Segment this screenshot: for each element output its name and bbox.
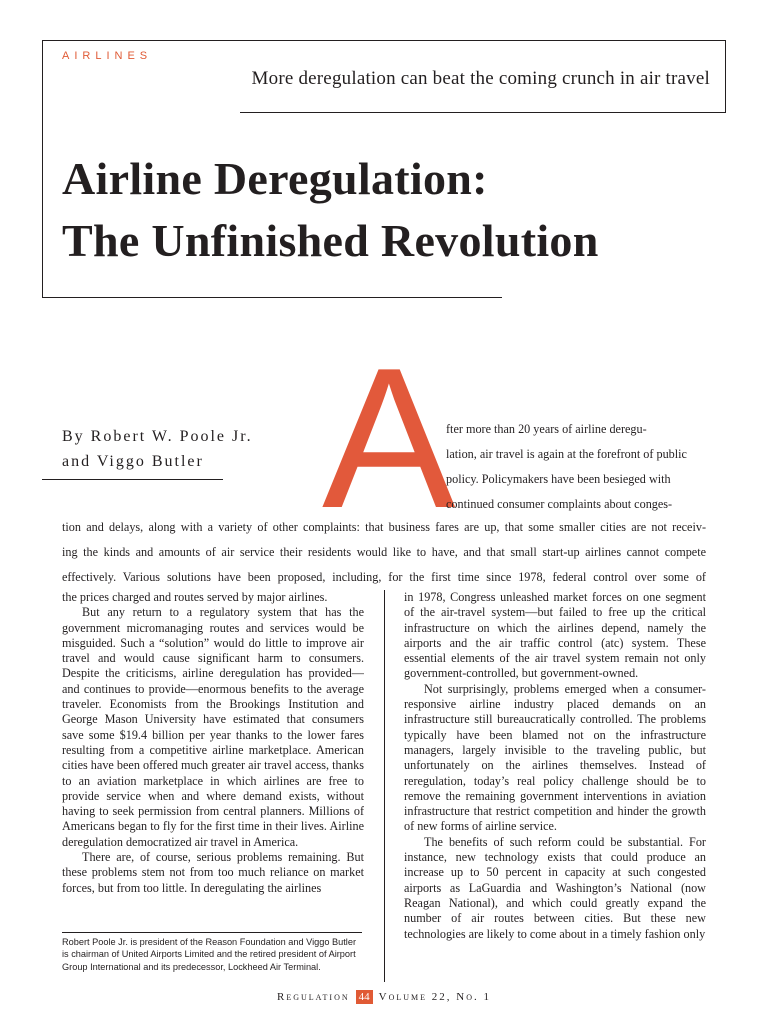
frame-top-rule bbox=[42, 40, 726, 41]
frame-left-rule bbox=[42, 40, 43, 298]
right-column bbox=[404, 590, 706, 984]
frame-right-rule bbox=[725, 40, 726, 112]
page-footer bbox=[0, 990, 768, 1004]
lead-line: continued consumer complaints about conges- bbox=[446, 497, 673, 511]
lead-line: lation, air travel is again at the forefront of public bbox=[446, 447, 687, 461]
lead-line: effectively. Various solutions have been proposed, including, for the first time since 1978, federal control over some of bbox=[62, 570, 706, 584]
lead-paragraph-right bbox=[446, 417, 706, 517]
subtitle-rule bbox=[240, 112, 726, 113]
author-footnote: Robert Poole Jr. is president of the Reason Foundation and Viggo Butler is chairman of United Airports Limited and the retired president of Airport Group International and its predecessor, Lockheed Air Terminal. bbox=[62, 937, 357, 972]
volume-info: Volume 22, No. 1 bbox=[378, 991, 492, 1003]
footnote-rule bbox=[62, 932, 362, 933]
body-paragraph: Not surprisingly, problems emerged when a consumer-responsive airline industry placed demands on an infrastructure still bureaucratically controlled. The problems typically have been blamed not on the infrastructure managers, largely invisible to the traveling public, but unfortunately on the airlines themselves. Instead of reregulation, today’s real policy challenge should be to remove the remaining government interventions in aviation infrastructure that restrict competition and hinder the growth of new forms of airline service. bbox=[404, 681, 706, 834]
left-column bbox=[62, 590, 364, 926]
byline-line: and Viggo Butler bbox=[62, 453, 204, 470]
column-divider bbox=[384, 590, 385, 982]
byline-rule bbox=[42, 479, 223, 480]
title-line: Airline Deregulation: bbox=[62, 153, 488, 204]
body-paragraph: the prices charged and routes served by major airlines. bbox=[62, 590, 328, 604]
lead-line: fter more than 20 years of airline deregu- bbox=[446, 422, 647, 436]
title-line: The Unfinished Revolution bbox=[62, 215, 599, 266]
page-number: 44 bbox=[356, 990, 373, 1004]
article-title bbox=[62, 148, 599, 272]
body-paragraph: But any return to a regulatory system that has the government micromanaging routes and services would be misguided. Such a “solution” would do little to improve air travel and would cause significant harm to consumers. Despite the criticisms, airline deregulation has provided—and continues to provide—enormous benefits to the average traveler. Economists from the Brookings Institution and George Mason University have estimated that consumers save some $19.4 billion per year thanks to the lower fares resulting from a competitive airline marketplace. American cities have been offered much greater air travel access, thanks to an aviation marketplace in which airlines are free to provide service when and where demand exists, without having to seek permission from central planners. Millions of Americans began to fly for the first time in their lives. Airline deregulation democratized air travel in America. bbox=[62, 605, 364, 849]
lead-paragraph-full bbox=[62, 515, 706, 590]
section-label: AIRLINES bbox=[62, 50, 153, 62]
lead-line: policy. Policymakers have been besieged with bbox=[446, 472, 671, 486]
byline-line: By Robert W. Poole Jr. bbox=[62, 428, 253, 445]
lead-line: tion and delays, along with a variety of other complaints: that business fares are up, that some smaller cities are not receiv- bbox=[62, 520, 706, 534]
body-paragraph: The benefits of such reform could be substantial. For instance, new technology exists that could produce an increase up to 50 percent in capacity at such congested airports as LaGuardia and Washington’s National (now Reagan National), and which could greatly expand the number of air routes between cities. But these new technologies are likely to come about in a timely fashion only bbox=[404, 834, 706, 941]
title-rule bbox=[42, 297, 502, 298]
byline bbox=[62, 424, 253, 474]
journal-name: Regulation bbox=[276, 991, 350, 1003]
drop-cap: A bbox=[322, 327, 456, 550]
body-paragraph: There are, of course, serious problems remaining. But these problems stem not from too much reliance on market forces, but from too little. In deregulating the airlines bbox=[62, 850, 364, 895]
article-subtitle: More deregulation can beat the coming crunch in air travel bbox=[251, 68, 710, 89]
body-paragraph: in 1978, Congress unleashed market forces on one segment of the air-travel system—but failed to free up the critical infrastructure on which the airlines depend, namely the airports and the air traffic control (atc) system. These essential elements of the air travel system remain not only government-controlled, but government-owned. bbox=[404, 590, 706, 681]
lead-line: ing the kinds and amounts of air service their residents would like to have, and that small start-up airlines cannot compete bbox=[62, 545, 706, 559]
